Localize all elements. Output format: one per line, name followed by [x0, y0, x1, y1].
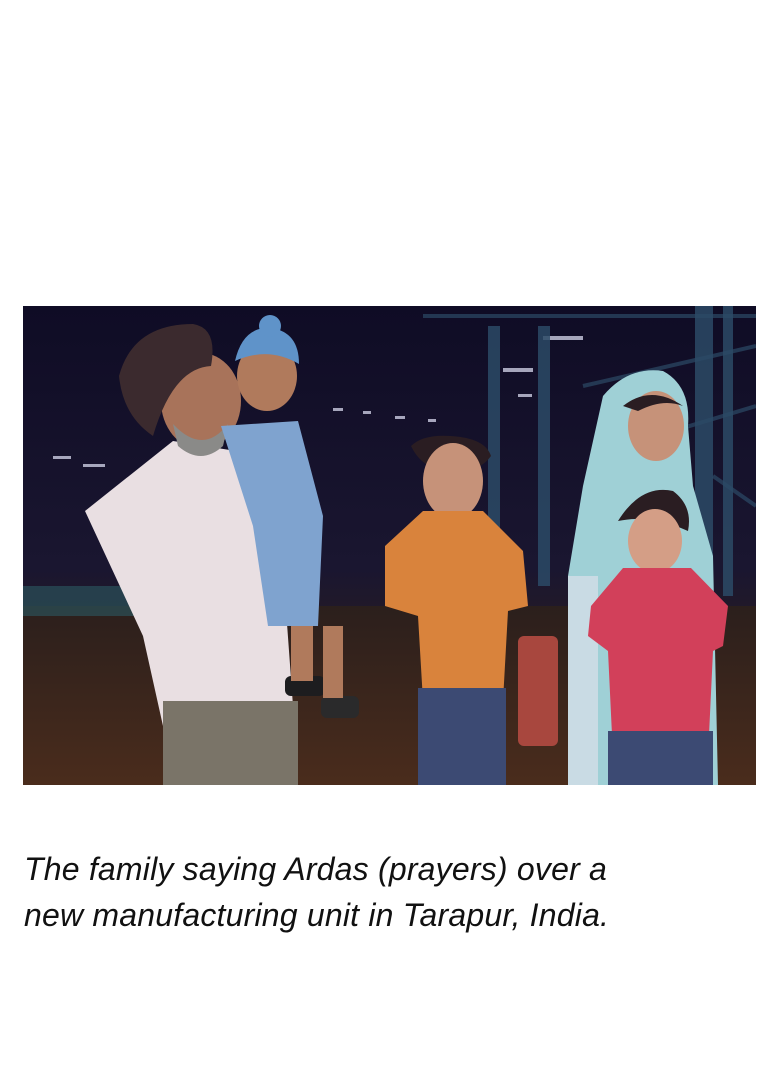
photo-caption — [24, 846, 754, 938]
caption-line-2: new manufacturing unit in Tarapur, India. — [24, 897, 610, 933]
family-photo — [23, 306, 756, 785]
family-photo-illustration — [23, 306, 756, 785]
caption-line-1: The family saying Ardas (prayers) over a — [24, 851, 608, 887]
